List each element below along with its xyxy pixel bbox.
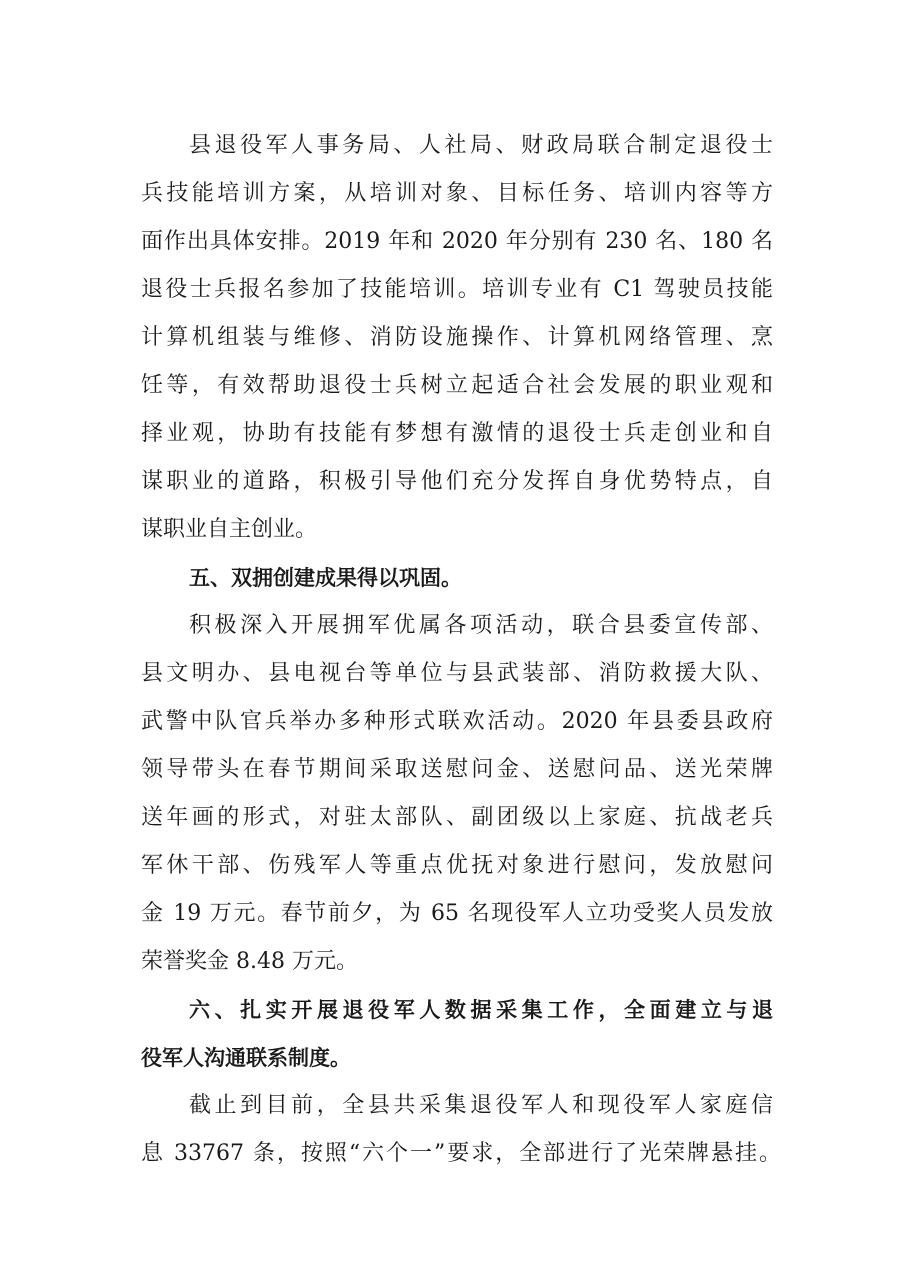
text-line: 计算机组装与维修、消防设施操作、计算机网络管理、烹: [141, 325, 773, 350]
text-line: 谋职业自主创业。: [141, 517, 318, 542]
text-line: 择业观，协助有技能有梦想有激情的退役士兵走创业和自: [141, 421, 773, 446]
text-line: 截止到目前，全县共采集退役军人和现役军人家庭信: [189, 1093, 773, 1118]
text-line: 军休干部、伤残军人等重点优抚对象进行慰问，发放慰问: [141, 853, 773, 878]
text-line: 饪等，有效帮助退役士兵树立起适合社会发展的职业观和: [141, 373, 773, 398]
text-line: 荣誉奖金 8.48 万元。: [141, 949, 358, 974]
text-line: 谋职业的道路，积极引导他们充分发挥自身优势特点，自: [141, 469, 773, 494]
text-line: 县退役军人事务局、人社局、财政局联合制定退役士: [189, 133, 773, 158]
text-line: 领导带头在春节期间采取送慰问金、送慰问品、送光荣牌: [141, 757, 773, 782]
text-line: 息 33767 条，按照“六个一”要求，全部进行了光荣牌悬挂。: [141, 1141, 781, 1166]
text-line: 面作出具体安排。2019 年和 2020 年分别有 230 名、180 名: [141, 229, 773, 254]
heading-line: 六、扎实开展退役军人数据采集工作，全面建立与退: [189, 998, 773, 1022]
text-line: 县文明办、县电视台等单位与县武装部、消防救援大队、: [141, 661, 773, 686]
text-line: 积极深入开展拥军优属各项活动，联合县委宣传部、: [189, 613, 773, 638]
text-line: 送年画的形式，对驻太部队、副团级以上家庭、抗战老兵: [141, 805, 773, 830]
heading-line: 役军人沟通联系制度。: [141, 1046, 351, 1070]
text-line: 金 19 万元。春节前夕，为 65 名现役军人立功受奖人员发放: [141, 901, 773, 926]
section-heading-5: 五、双拥创建成果得以巩固。: [189, 566, 462, 590]
text-line: 退役士兵报名参加了技能培训。培训专业有 C1 驾驶员技能: [141, 277, 773, 302]
text-line: 武警中队官兵举办多种形式联欢活动。2020 年县委县政府: [141, 709, 773, 734]
text-line: 兵技能培训方案，从培训对象、目标任务、培训内容等方: [141, 181, 773, 206]
